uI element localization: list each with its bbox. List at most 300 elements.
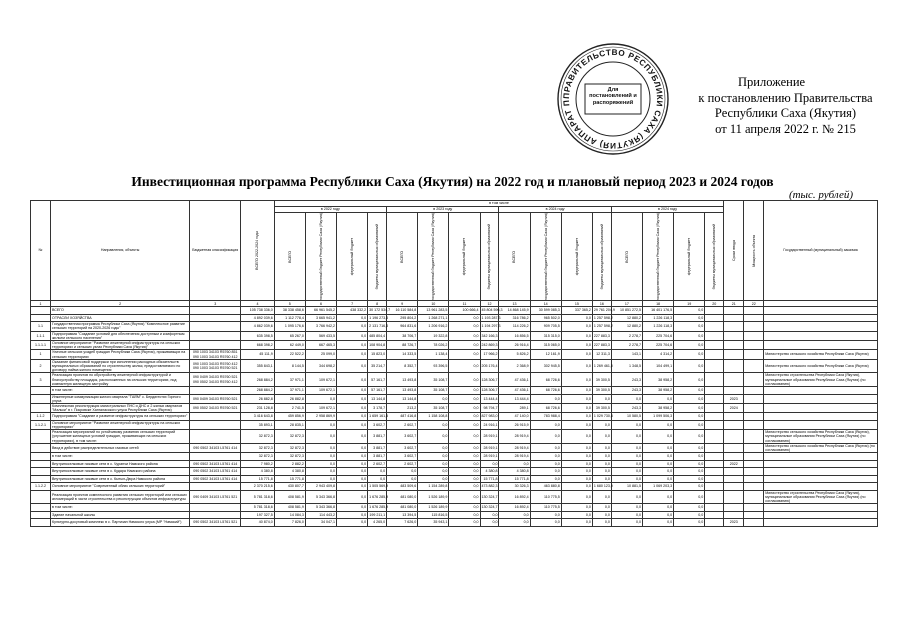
- stamp-center-text: Для постановлений и распоряжений: [589, 87, 637, 106]
- row-value: 57 161,7: [368, 373, 387, 387]
- row-value: 0,0: [337, 430, 368, 444]
- row-value: 0,0: [337, 475, 368, 483]
- row-customer: [764, 504, 878, 512]
- row-value: 0,0: [561, 511, 592, 519]
- row-value: 0,0: [611, 460, 642, 468]
- row-power: [744, 387, 764, 395]
- row-value: 35 214,7: [368, 359, 387, 373]
- row-srok: [724, 340, 744, 349]
- header-sub-rep-1: [305, 213, 336, 301]
- row-value: 0,0: [674, 331, 705, 340]
- row-budget-code: [190, 483, 241, 491]
- row-value: 243,3: [611, 403, 642, 412]
- row-value: 205 176,4: [480, 359, 499, 373]
- row-value: 0,0: [674, 483, 705, 491]
- row-value: 13 444,4: [480, 394, 499, 403]
- row-value: 1 099 506,3: [642, 413, 673, 421]
- row-value: 15 771,8: [241, 475, 274, 483]
- table-row: [31, 350, 878, 359]
- row-value: 38 958,2: [642, 403, 673, 412]
- column-number: 20: [705, 301, 724, 307]
- row-number: [31, 453, 51, 461]
- row-value-blank: [705, 387, 724, 395]
- row-value: 0,0: [642, 490, 673, 504]
- header-sub-rep-4: [642, 213, 673, 301]
- row-value: 289,1: [499, 403, 530, 412]
- row-value: 0,0: [674, 420, 705, 429]
- row-srok: [724, 314, 744, 322]
- row-value: 0,0: [611, 475, 642, 483]
- row-value: 28 919,1: [480, 430, 499, 444]
- row-value-blank: [705, 331, 724, 340]
- row-budget-code: 090 0502 34103 L5761 414: [190, 460, 241, 468]
- column-number: 19: [674, 301, 705, 307]
- row-number: [31, 443, 51, 452]
- row-value: 0,0: [499, 511, 530, 519]
- row-value: 827 983,0: [481, 414, 498, 419]
- row-value: 15 823,0: [368, 350, 387, 359]
- row-value: 0,0: [592, 453, 611, 461]
- row-value: 1 206 916,2: [418, 322, 449, 331]
- document-title: Инвестиционная программа Республики Саха (Якутия) на 2022 год и плановый период 2023 и 2024 годов: [131, 174, 774, 189]
- row-value: 344 698,2: [305, 359, 336, 373]
- row-value: 114 226,2: [499, 322, 530, 331]
- row-name: Реализация проектов комплексного развития сельских территорий или сельских агломераций в части строительства и реконструкции объектов инфраструктуры: [51, 490, 190, 504]
- header-sub-total_year-4: [611, 213, 642, 301]
- row-value: 4 380,8: [241, 468, 274, 476]
- row-value: 24 916,1: [480, 420, 499, 429]
- row-value: 13 394,5: [387, 511, 418, 519]
- row-budget-code: 090 0502 34103 L5761 414: [190, 475, 241, 483]
- row-value: 302 945,5: [530, 359, 561, 373]
- header-sub-rep-2: [418, 213, 449, 301]
- row-value: 0,0: [449, 490, 480, 504]
- row-value: 2 602,7: [387, 460, 418, 468]
- row-value: 0,0: [561, 483, 592, 491]
- row-value: 295 804,2: [387, 314, 418, 322]
- row-value: 0,0: [592, 504, 611, 512]
- table-row: [31, 430, 878, 444]
- row-value-blank: [705, 483, 724, 491]
- row-value: 0,0: [561, 331, 592, 340]
- stamp-ring-text: ПРАВИТЕЛЬСТВО РЕСПУБЛИКИ САХА (ЯКУТИЯ) АППАРАТ П: [561, 47, 665, 151]
- table-row: [31, 322, 878, 331]
- row-value: 481 080,0: [387, 504, 418, 512]
- row-srok: [724, 475, 744, 483]
- row-name: Внутрипоселковые газовые сети в с. Кудара Намского района: [51, 468, 190, 476]
- header-sub-total_year-2: [387, 213, 418, 301]
- row-value-blank: [705, 359, 724, 373]
- row-value: 0,0: [674, 314, 705, 322]
- row-value: 0,0: [449, 314, 480, 322]
- row-value: 268 884,2: [241, 373, 274, 387]
- row-value: 0,0: [561, 387, 592, 395]
- row-value: 2 370 215,6: [241, 483, 274, 491]
- header-2023: в 2023 году: [387, 207, 499, 213]
- row-budget-code: 090 1003 34103 R5760 851 090 1003 34103 R5760 412: [190, 350, 241, 359]
- row-name: Основное мероприятие "Развитие инженерной инфраструктуры на сельских территориях и сельских узлах Республики Саха (Якутия)": [51, 340, 190, 349]
- row-budget-code: [190, 322, 241, 331]
- row-value: 0,0: [337, 340, 368, 349]
- row-value: 30 326,3: [499, 483, 530, 491]
- row-value: 213,2: [387, 403, 418, 412]
- row-value: 38 706,7: [387, 331, 418, 340]
- table-row: [31, 403, 878, 412]
- header-sub-fed-1: [337, 213, 368, 301]
- row-budget-code: [190, 387, 241, 395]
- row-value: 28 919,1: [480, 443, 499, 452]
- row-value: 0,0: [337, 483, 368, 491]
- row-number: [31, 460, 51, 468]
- row-budget-code: 090 0502 34103 L5761 521: [190, 519, 241, 527]
- row-value: 0,0: [449, 420, 480, 429]
- row-value: 37 971,1: [274, 373, 305, 387]
- row-value: 438 332,2: [337, 307, 368, 315]
- row-value: 430 807,7: [274, 483, 305, 491]
- header-total: [241, 201, 274, 301]
- header-sub-label: ВСЕГО: [287, 250, 292, 263]
- column-number: 17: [611, 301, 642, 307]
- row-value: 485 804,4: [368, 331, 387, 340]
- row-value: 34 047,1: [305, 519, 336, 527]
- row-number: [31, 519, 51, 527]
- row-value: 481 080,0: [387, 490, 418, 504]
- row-value: 0,0: [611, 394, 642, 403]
- row-value: 38 958,2: [642, 387, 673, 395]
- row-number: 1.1.1: [31, 331, 51, 340]
- row-name: Ввод в действие распределительных газовых сетей: [51, 443, 190, 452]
- row-value-blank: [705, 420, 724, 429]
- row-value: 0,0: [337, 460, 368, 468]
- row-power: [744, 340, 764, 349]
- row-name: Подпрограмма "Создание и развитие инфраструктуры на сельских территориях": [51, 413, 190, 421]
- row-value: 0,0: [337, 359, 368, 373]
- row-srok: [724, 420, 744, 429]
- row-value: 0,0: [674, 475, 705, 483]
- table-row: [31, 413, 878, 421]
- header-srok: [724, 201, 744, 301]
- row-value: 110 775,5: [530, 504, 561, 512]
- row-value: 199 211,1: [369, 512, 386, 517]
- row-value: 2 602,7: [387, 420, 418, 429]
- row-number: 1.1.2.1: [31, 420, 51, 429]
- row-value: 0,0: [674, 490, 705, 504]
- row-value-blank: [705, 403, 724, 412]
- row-value: 0,0: [337, 420, 368, 429]
- row-value: 0,0: [305, 394, 336, 403]
- row-value: 0,0: [418, 430, 449, 444]
- row-value: 0,0: [674, 359, 705, 373]
- row-value: 5 343 366,8: [305, 504, 336, 512]
- table-row: [31, 331, 878, 340]
- row-value: 0,0: [561, 340, 592, 349]
- row-value: 26 882,8: [274, 394, 305, 403]
- row-value: 0,0: [305, 420, 336, 429]
- row-value: 32 872,3: [241, 430, 274, 444]
- header-sub-label: федеральный бюджет: [574, 237, 579, 276]
- row-value: 0,0: [642, 420, 673, 429]
- row-value: 0,0: [449, 468, 480, 476]
- table-row: [31, 420, 878, 429]
- row-value: 1 257 598,2: [592, 322, 611, 331]
- row-value: 0,0: [674, 403, 705, 412]
- header-sub-mun-3: [592, 213, 611, 301]
- row-power: [744, 475, 764, 483]
- row-value: 668 398,2: [241, 340, 274, 349]
- row-budget-code: [190, 340, 241, 349]
- header-srok-label: Сроки ввода: [731, 240, 736, 262]
- row-value: 0,0: [449, 460, 480, 468]
- row-value: 0,0: [592, 490, 611, 504]
- row-value-blank: [705, 460, 724, 468]
- row-value: 12 311,3: [592, 350, 611, 359]
- row-value-blank: [705, 504, 724, 512]
- row-budget-code: [190, 420, 241, 429]
- row-value: 1 112 778,4: [274, 314, 305, 322]
- row-value: 0,0: [305, 453, 336, 461]
- row-budget-code: [190, 413, 241, 421]
- row-value: 30 172 534,7: [369, 308, 391, 313]
- row-name: ВСЕГО: [51, 307, 190, 315]
- row-value: 115 816,5: [418, 511, 449, 519]
- row-srok: 2023: [724, 394, 744, 403]
- row-value: 13 444,4: [499, 394, 530, 403]
- row-value: 487 416,8: [387, 413, 418, 421]
- table-row: [31, 394, 878, 403]
- row-value: 0,0: [305, 468, 336, 476]
- row-number: 2: [31, 359, 51, 373]
- row-value: 0,0: [642, 460, 673, 468]
- row-value: 197 327,5: [241, 511, 274, 519]
- row-value: 0,0: [449, 519, 480, 527]
- row-value: 0,0: [480, 460, 499, 468]
- row-value: 39 300,5: [592, 373, 611, 387]
- row-value: 227 883,3: [592, 331, 611, 340]
- table-row: [31, 359, 878, 373]
- row-name: Реализация мероприятий по устойчивому развитию сельских территорий (улучшение жилищных условий граждан, проживающих на сельских территориях), в том числе:: [51, 430, 190, 444]
- header-total-label: ВСЕГО 2022-2024 годы: [255, 231, 260, 270]
- row-value: 0,0: [561, 490, 592, 504]
- row-value: 0,0: [337, 468, 368, 476]
- header-sub-label: государственный бюджет Республики Саха (Якутия): [655, 213, 660, 301]
- row-name: в том числе:: [51, 387, 190, 395]
- row-customer: [764, 453, 878, 461]
- row-value: 1 526 189,9: [418, 504, 449, 512]
- row-value: 0,0: [611, 443, 642, 452]
- row-srok: [724, 322, 744, 331]
- row-value: 14 868 145,9: [499, 307, 530, 315]
- row-power: [744, 307, 764, 315]
- row-customer: [764, 460, 878, 468]
- row-value: 243,3: [611, 373, 642, 387]
- row-value: 0,0: [561, 322, 592, 331]
- row-value: 225 704,6: [642, 340, 673, 349]
- appendix-line-4: от 11 апреля 2022 г. № 215: [715, 121, 856, 136]
- row-value: 1 269 461,0: [592, 359, 611, 373]
- column-number: 12: [480, 301, 499, 307]
- row-budget-code: [190, 504, 241, 512]
- row-srok: [724, 387, 744, 395]
- row-value: 0,0: [611, 519, 642, 527]
- row-number: 1.1: [31, 322, 51, 331]
- header-sub-rep-3: [530, 213, 561, 301]
- row-value: 0,0: [368, 468, 387, 476]
- row-value: 12 161,9: [530, 350, 561, 359]
- row-number: 3: [31, 373, 51, 387]
- row-value: 3 602,7: [387, 453, 418, 461]
- row-value: 1 069 203,3: [642, 483, 673, 491]
- stamp-seal-icon: [556, 42, 670, 156]
- row-value: 0,0: [530, 420, 561, 429]
- row-value: 0,0: [337, 504, 368, 512]
- row-value: 16 110 584,8: [387, 307, 418, 315]
- row-srok: [724, 373, 744, 387]
- row-power: [744, 359, 764, 373]
- row-value: 130 324,7: [481, 505, 498, 510]
- row-value: 13 493,8: [387, 373, 418, 387]
- table-row: [31, 519, 878, 527]
- row-value: 16 856,5: [499, 331, 530, 340]
- row-value: 964 831,6: [387, 322, 418, 331]
- row-value: 8 352,7: [387, 359, 418, 373]
- row-value: 35 108,7: [418, 403, 449, 412]
- row-value: 40 874,0: [241, 519, 274, 527]
- row-value: 2 943 409,8: [305, 483, 336, 491]
- row-number: 1.1.2.2: [31, 483, 51, 491]
- row-value: 0,0: [337, 403, 368, 412]
- row-value: 4 380,8: [274, 468, 305, 476]
- row-value: 4 380,8: [499, 468, 530, 476]
- row-value: 128 306,7: [481, 388, 498, 393]
- row-value: 0,0: [674, 453, 705, 461]
- column-number: 1: [31, 301, 51, 307]
- row-budget-code: [190, 314, 241, 322]
- row-value: 0,0: [674, 340, 705, 349]
- row-value: 5 343 366,8: [305, 490, 336, 504]
- row-value: 0,0: [305, 475, 336, 483]
- row-value: 0,0: [418, 394, 449, 403]
- row-customer: Министерство строительства Республики Саха (Якутия), муниципальные образования Республики Саха (Якутия) (по согласованию): [764, 373, 878, 387]
- row-value: 0,0: [418, 443, 449, 452]
- table-row: [31, 443, 878, 452]
- row-value: 4 862 039,6: [241, 322, 274, 331]
- header-no: №: [31, 201, 51, 301]
- row-value: 1 505 569,9: [369, 484, 389, 489]
- row-value: 130 324,7: [480, 490, 499, 504]
- header-sub-fed-4: [674, 213, 705, 301]
- row-value: 16 892,4: [499, 504, 530, 512]
- row-value: 0,0: [561, 420, 592, 429]
- row-srok: 2023: [724, 519, 744, 527]
- row-power: [744, 504, 764, 512]
- appendix-block: [668, 75, 903, 137]
- row-value: 315 315,0: [530, 331, 561, 340]
- row-value: 0,0: [561, 504, 592, 512]
- row-value-blank: [705, 453, 724, 461]
- column-number: 2: [51, 301, 190, 307]
- row-budget-code: 090 0409 34103 R5760 521: [190, 394, 241, 403]
- row-value: 0,0: [449, 504, 480, 512]
- row-value: 0,0: [611, 490, 642, 504]
- row-value: 0,0: [449, 475, 480, 483]
- row-value: 0,0: [561, 519, 592, 527]
- row-customer: Министерство сельского хозяйства Республики Саха (Якутия): [764, 350, 878, 359]
- row-value-blank: [705, 430, 724, 444]
- appendix-title: Приложение: [738, 75, 806, 89]
- row-value: 98 794,7: [480, 403, 499, 412]
- row-customer: [764, 403, 878, 412]
- row-customer: [764, 340, 878, 349]
- row-value: 0,0: [611, 420, 642, 429]
- row-value: 10 881,5: [611, 483, 642, 491]
- row-value: 0,0: [337, 350, 368, 359]
- row-value: 0,0: [592, 430, 611, 444]
- row-value: 0,0: [449, 453, 480, 461]
- table-row: [31, 314, 878, 322]
- row-value: 65 267,0: [274, 331, 305, 340]
- appendix-line-2: к постановлению Правительства: [698, 90, 873, 105]
- row-value: 0,0: [337, 413, 368, 421]
- row-value: 1 659 161,5: [369, 414, 389, 419]
- row-value: 0,0: [530, 394, 561, 403]
- row-srok: [724, 430, 744, 444]
- row-value: 0,0: [449, 483, 480, 491]
- row-value: 15 771,8: [274, 475, 305, 483]
- row-budget-code: [190, 511, 241, 519]
- row-power: [744, 443, 764, 452]
- column-number: 4: [241, 301, 274, 307]
- row-value: 0,0: [337, 511, 368, 519]
- row-value: 0,0: [561, 394, 592, 403]
- row-value: 0,0: [305, 443, 336, 452]
- row-value: 32 872,3: [241, 453, 274, 461]
- row-value: 0,0: [674, 387, 705, 395]
- row-value: 0,0: [449, 322, 480, 331]
- row-value: 0,0: [592, 420, 611, 429]
- row-value: 3 178,7: [368, 403, 387, 412]
- row-value: 0,0: [530, 511, 561, 519]
- row-value-blank: [705, 322, 724, 331]
- table-row: [31, 373, 878, 387]
- row-value: 3 602,7: [387, 430, 418, 444]
- row-value: 29 761 204,9: [593, 308, 615, 313]
- row-number: 1: [31, 350, 51, 359]
- row-power: [744, 322, 764, 331]
- row-customer: [764, 322, 878, 331]
- table-row: [31, 511, 878, 519]
- row-value: 1 154 289,8: [418, 483, 449, 491]
- row-value-blank: [705, 350, 724, 359]
- row-value: 68 726,6: [530, 387, 561, 395]
- row-srok: 2024: [724, 403, 744, 412]
- header-2024-b: в 2024 году: [611, 207, 723, 213]
- row-customer: [764, 331, 878, 340]
- row-value: 10 580,5: [611, 413, 642, 421]
- row-value: 45 111,9: [241, 350, 274, 359]
- header-sub-label: государственный бюджет Республики Саха (Якутия): [318, 213, 323, 301]
- row-value: 93 396,5: [418, 359, 449, 373]
- row-name: Оказание финансовой поддержки при исполнении расходных обязательств муниципальных образований по строительству жилья, предоставляемого по договору найма жилого помещения: [51, 359, 190, 373]
- row-power: [744, 460, 764, 468]
- row-value: 408 581,9: [274, 504, 305, 512]
- row-power: [744, 453, 764, 461]
- row-value: 243,3: [611, 387, 642, 395]
- row-value: 28 919,4: [499, 430, 530, 444]
- row-power: [744, 420, 764, 429]
- row-srok: [724, 443, 744, 452]
- row-value: 88 726,7: [387, 340, 418, 349]
- row-value: 13 961 283,5: [418, 307, 449, 315]
